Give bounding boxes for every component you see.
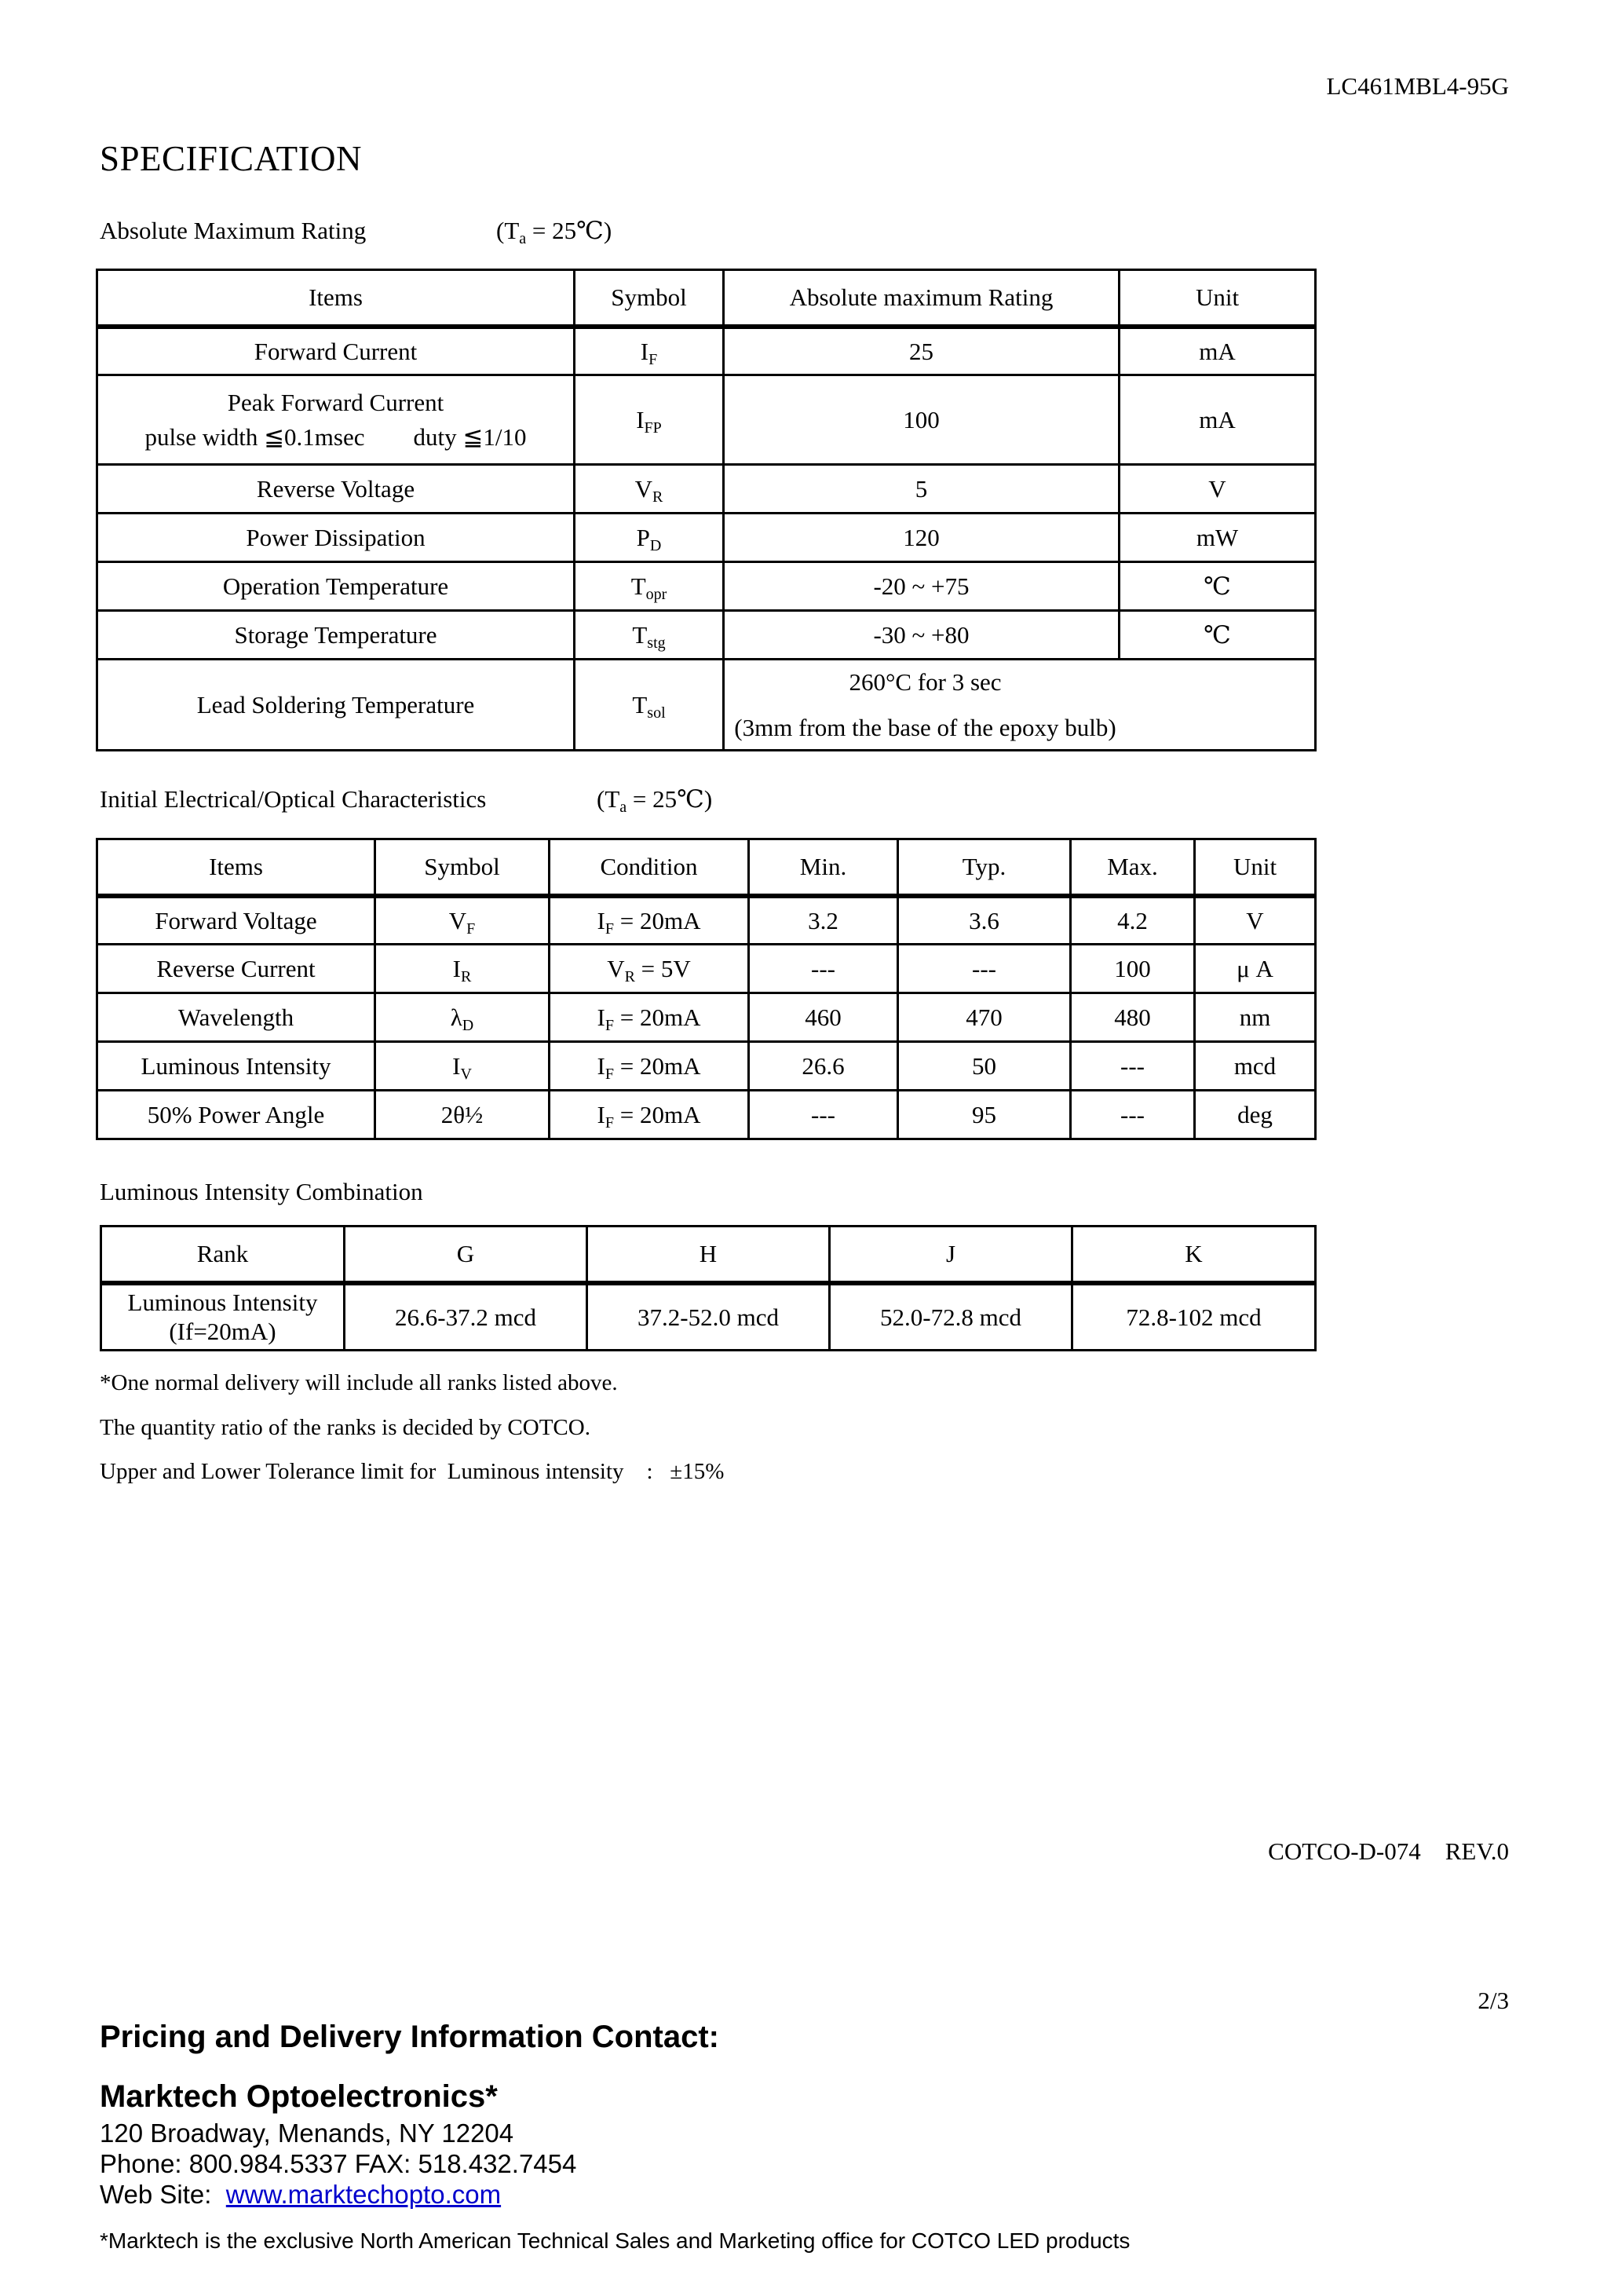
- col-header-g: G: [345, 1227, 587, 1283]
- rating-value: 100: [724, 375, 1120, 465]
- table-row: [97, 465, 1316, 514]
- col-header-unit: Unit: [1195, 839, 1316, 896]
- item-label: Storage Temperature: [97, 611, 575, 660]
- max-value: ---: [1071, 1042, 1195, 1091]
- unit: V: [1120, 465, 1316, 514]
- unit: ℃: [1120, 611, 1316, 660]
- unit: nm: [1195, 993, 1316, 1042]
- min-value: 26.6: [749, 1042, 898, 1091]
- unit: mA: [1120, 327, 1316, 375]
- col-header-typ: Typ.: [898, 839, 1071, 896]
- rating-value: -30 ~ +80: [724, 611, 1120, 660]
- table-row: [101, 1283, 1316, 1351]
- col-header-max: Max.: [1071, 839, 1195, 896]
- col-header-items: Items: [97, 839, 375, 896]
- symbol: $T_{opr}$: [575, 562, 724, 611]
- lic-table: [100, 1225, 1317, 1351]
- revision-code: COTCO-D-074 REV.0: [1268, 1837, 1509, 1865]
- table-row: [97, 993, 1316, 1042]
- table-row: [97, 375, 1316, 465]
- row-label: Luminous Intensity (If=20mA): [101, 1283, 345, 1351]
- lic-title: Luminous Intensity Combination: [100, 1178, 423, 1205]
- phone-fax: Phone: 800.984.5337 FAX: 518.432.7454: [100, 2149, 577, 2178]
- typ-value: ---: [898, 945, 1071, 993]
- eo-condition: ($T_a$ = 25℃): [597, 785, 713, 816]
- abs-max-title: Absolute Maximum Rating: [100, 217, 367, 244]
- col-header-min: Min.: [749, 839, 898, 896]
- page-number: 2/3: [1478, 1987, 1509, 2014]
- min-value: 460: [749, 993, 898, 1042]
- max-value: ---: [1071, 1091, 1195, 1139]
- col-header-items: Items: [97, 270, 575, 327]
- typ-value: 95: [898, 1091, 1071, 1139]
- col-header-rating: Absolute maximum Rating: [724, 270, 1120, 327]
- symbol: $T_{sol}$: [575, 660, 724, 751]
- symbol: $I_F$: [575, 327, 724, 375]
- min-value: ---: [749, 1091, 898, 1139]
- col-header-h: H: [587, 1227, 830, 1283]
- website-label: Web Site:: [100, 2180, 226, 2209]
- unit: mA: [1120, 375, 1316, 465]
- min-value: ---: [749, 945, 898, 993]
- eo-title: Initial Electrical/Optical Characteristics: [100, 785, 487, 813]
- eo-table: [96, 838, 1317, 1140]
- item-label: Reverse Current: [97, 945, 375, 993]
- unit: mW: [1120, 514, 1316, 562]
- website-line: [100, 2180, 501, 2210]
- note-delivery: *One normal delivery will include all ranks listed above.: [100, 1370, 618, 1395]
- condition: $I_F = 20mA$: [550, 1042, 749, 1091]
- item-label: Lead Soldering Temperature: [97, 660, 575, 751]
- table-row: [97, 1042, 1316, 1091]
- rating-value: 25: [724, 327, 1120, 375]
- unit: mcd: [1195, 1042, 1316, 1091]
- table-row: [97, 611, 1316, 660]
- table-row: [97, 327, 1316, 375]
- col-header-symbol: Symbol: [575, 270, 724, 327]
- min-value: 3.2: [749, 896, 898, 945]
- symbol: $T_{stg}$: [575, 611, 724, 660]
- page-title: SPECIFICATION: [100, 139, 363, 178]
- condition: $I_F = 20mA$: [550, 1091, 749, 1139]
- item-label: Wavelength: [97, 993, 375, 1042]
- item-label: Luminous Intensity: [97, 1042, 375, 1091]
- symbol: $I_V$: [375, 1042, 550, 1091]
- note-ratio: The quantity ratio of the ranks is decided by COTCO.: [100, 1415, 590, 1440]
- unit: V: [1195, 896, 1316, 945]
- abs-max-condition: ($T_a$ = 25℃): [496, 217, 612, 247]
- note-tolerance: Upper and Lower Tolerance limit for Luminous intensity : ±15%: [100, 1459, 725, 1484]
- table-row: [97, 945, 1316, 993]
- item-label: Reverse Voltage: [97, 465, 575, 514]
- website-link[interactable]: www.marktechopto.com: [225, 2180, 502, 2209]
- rating-value: 260°C for 3 sec (3mm from the base of the epoxy bulb): [724, 660, 1316, 751]
- symbol: $\lambda_D$: [375, 993, 550, 1042]
- max-value: 100: [1071, 945, 1195, 993]
- item-label: Forward Voltage: [97, 896, 375, 945]
- company-name: Marktech Optoelectronics*: [100, 2079, 498, 2114]
- item-label: Operation Temperature: [97, 562, 575, 611]
- item-label: Peak Forward Current pulse width ≦0.1msec duty ≦1/10: [97, 375, 575, 465]
- item-label: 50% Power Angle: [97, 1091, 375, 1139]
- table-row: [97, 896, 1316, 945]
- col-header-k: K: [1072, 1227, 1316, 1283]
- table-row: [97, 562, 1316, 611]
- rating-value: 120: [724, 514, 1120, 562]
- address: 120 Broadway, Menands, NY 12204: [100, 2119, 514, 2148]
- symbol: $P_D$: [575, 514, 724, 562]
- document-code: LC461MBL4-95G: [1326, 72, 1509, 100]
- condition: $I_F = 20mA$: [550, 896, 749, 945]
- footnote: *Marktech is the exclusive North American Technical Sales and Marketing office for COTCO LED products: [100, 2228, 1131, 2253]
- rank-j-value: 52.0-72.8 mcd: [830, 1283, 1072, 1351]
- symbol: $I_R$: [375, 945, 550, 993]
- symbol: $V_F$: [375, 896, 550, 945]
- col-header-rank: Rank: [101, 1227, 345, 1283]
- rank-g-value: 26.6-37.2 mcd: [345, 1283, 587, 1351]
- symbol: 2θ½: [375, 1091, 550, 1139]
- symbol: $V_R$: [575, 465, 724, 514]
- unit: ℃: [1120, 562, 1316, 611]
- typ-value: 3.6: [898, 896, 1071, 945]
- col-header-symbol: Symbol: [375, 839, 550, 896]
- col-header-unit: Unit: [1120, 270, 1316, 327]
- typ-value: 50: [898, 1042, 1071, 1091]
- item-label: Forward Current: [97, 327, 575, 375]
- rating-value: 5: [724, 465, 1120, 514]
- max-value: 480: [1071, 993, 1195, 1042]
- condition: $V_R = 5V$: [550, 945, 749, 993]
- table-row: [97, 660, 1316, 751]
- col-header-condition: Condition: [550, 839, 749, 896]
- item-label: Power Dissipation: [97, 514, 575, 562]
- symbol: $I_{FP}$: [575, 375, 724, 465]
- max-value: 4.2: [1071, 896, 1195, 945]
- table-row: [97, 514, 1316, 562]
- unit: deg: [1195, 1091, 1316, 1139]
- condition: $I_F = 20mA$: [550, 993, 749, 1042]
- rank-k-value: 72.8-102 mcd: [1072, 1283, 1316, 1351]
- rating-value: -20 ~ +75: [724, 562, 1120, 611]
- abs-max-table: [96, 269, 1317, 751]
- typ-value: 470: [898, 993, 1071, 1042]
- unit: μ A: [1195, 945, 1316, 993]
- contact-heading: Pricing and Delivery Information Contact:: [100, 2020, 720, 2054]
- rank-h-value: 37.2-52.0 mcd: [587, 1283, 830, 1351]
- col-header-j: J: [830, 1227, 1072, 1283]
- table-row: [97, 1091, 1316, 1139]
